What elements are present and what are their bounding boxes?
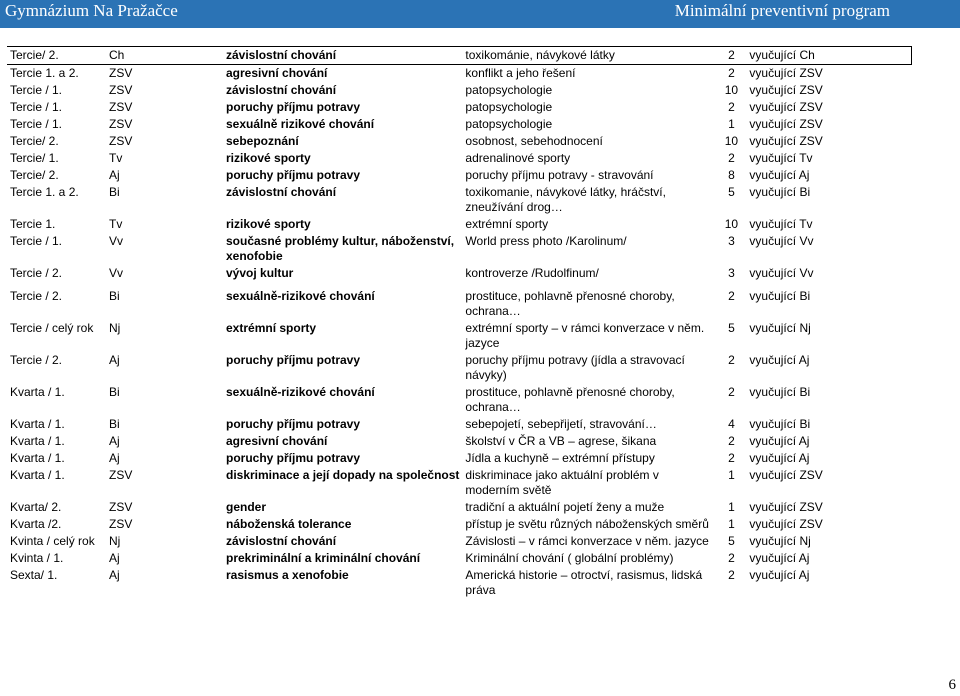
topic-cell: závislostní chování bbox=[223, 47, 462, 65]
class-cell: Tercie / 2. bbox=[10, 266, 63, 280]
hours-cell: 2 bbox=[728, 289, 735, 303]
responsible-cell: vyučující Bi bbox=[749, 185, 811, 199]
class-cell: Kvarta / 1. bbox=[10, 468, 65, 482]
responsible-cell: vyučující Bi bbox=[749, 417, 811, 431]
table-row bbox=[7, 184, 911, 216]
theme-cell: Jídla a kuchyně – extrémní přístupy bbox=[465, 451, 655, 465]
topic-cell: diskriminace a její dopady na společnost bbox=[226, 468, 460, 482]
topic-cell: gender bbox=[226, 500, 267, 514]
theme-cell: přístup je světu různých náboženských směrů bbox=[465, 517, 709, 531]
subject-cell: Vv bbox=[109, 266, 124, 280]
class-cell: Tercie/ 2. bbox=[7, 47, 106, 65]
table-row bbox=[7, 450, 911, 467]
table-row bbox=[7, 167, 911, 184]
class-cell: Kvarta / 1. bbox=[10, 385, 65, 399]
topic-cell: poruchy příjmu potravy bbox=[226, 417, 361, 431]
hours-cell: 3 bbox=[728, 234, 735, 248]
hours-cell: 1 bbox=[728, 517, 735, 531]
topic-cell: poruchy příjmu potravy bbox=[226, 100, 361, 114]
responsible-cell: vyučující ZSV bbox=[749, 517, 823, 531]
theme-cell: World press photo /Karolinum/ bbox=[465, 234, 627, 248]
topic-cell: současné problémy kultur, náboženství, xenofobie bbox=[226, 234, 455, 263]
table-row bbox=[7, 533, 911, 550]
hours-cell: 2 bbox=[728, 451, 735, 465]
topic-cell: agresivní chování bbox=[226, 66, 328, 80]
topic-cell: sexuálně-rizikové chování bbox=[226, 289, 375, 303]
class-cell: Tercie / 1. bbox=[10, 234, 63, 248]
responsible-cell: vyučující Bi bbox=[749, 385, 811, 399]
subject-cell: ZSV bbox=[109, 100, 133, 114]
responsible-cell: vyučující Aj bbox=[749, 551, 810, 565]
hours-cell: 1 bbox=[728, 500, 735, 514]
table-row bbox=[7, 133, 911, 150]
subject-cell: Nj bbox=[109, 534, 121, 548]
hours-cell: 4 bbox=[728, 417, 735, 431]
responsible-cell: vyučující Nj bbox=[749, 534, 811, 548]
class-cell: Tercie / celý rok bbox=[10, 321, 94, 335]
theme-cell: Závislosti – v rámci konverzace v něm. jazyce bbox=[465, 534, 709, 548]
subject-cell: ZSV bbox=[109, 83, 133, 97]
subject-cell: Aj bbox=[109, 434, 120, 448]
topic-cell: poruchy příjmu potravy bbox=[226, 168, 361, 182]
subject-cell: ZSV bbox=[109, 517, 133, 531]
class-cell: Tercie 1. a 2. bbox=[10, 66, 79, 80]
table-row bbox=[7, 47, 911, 65]
subject-cell: Tv bbox=[109, 151, 123, 165]
subject-cell: ZSV bbox=[109, 134, 133, 148]
responsible-cell: vyučující Ch bbox=[746, 47, 911, 65]
hours-cell: 2 bbox=[728, 568, 735, 582]
responsible-cell: vyučující ZSV bbox=[749, 134, 823, 148]
responsible-cell: vyučující ZSV bbox=[749, 100, 823, 114]
responsible-cell: vyučující ZSV bbox=[749, 83, 823, 97]
theme-cell: extrémní sporty bbox=[465, 217, 549, 231]
table-row bbox=[7, 233, 911, 265]
theme-cell: patopsychologie bbox=[465, 83, 553, 97]
class-cell: Kvarta/ 2. bbox=[10, 500, 62, 514]
table-row bbox=[7, 516, 911, 533]
hours-cell: 1 bbox=[728, 117, 735, 131]
responsible-cell: vyučující ZSV bbox=[749, 468, 823, 482]
table-row bbox=[7, 99, 911, 116]
hours-cell: 5 bbox=[728, 185, 735, 199]
subject-cell: Aj bbox=[109, 551, 120, 565]
subject-cell: ZSV bbox=[109, 468, 133, 482]
responsible-cell: vyučující ZSV bbox=[749, 500, 823, 514]
topic-cell: rasismus a xenofobie bbox=[226, 568, 349, 582]
responsible-cell: vyučující Tv bbox=[749, 217, 813, 231]
hours-cell: 5 bbox=[728, 534, 735, 548]
prevention-program-table bbox=[7, 46, 912, 599]
theme-cell: tradiční a aktuální pojetí ženy a muže bbox=[465, 500, 665, 514]
class-cell: Tercie/ 1. bbox=[10, 151, 59, 165]
table-row bbox=[7, 116, 911, 133]
topic-cell: závislostní chování bbox=[226, 83, 337, 97]
responsible-cell: vyučující Bi bbox=[749, 289, 811, 303]
hours-cell: 2 bbox=[728, 551, 735, 565]
subject-cell: Aj bbox=[109, 568, 120, 582]
hours-cell: 2 bbox=[728, 100, 735, 114]
class-cell: Tercie / 1. bbox=[10, 117, 63, 131]
table-row bbox=[7, 384, 911, 416]
theme-cell: poruchy příjmu potravy (jídla a stravovací návyky) bbox=[465, 353, 685, 382]
responsible-cell: vyučující Nj bbox=[749, 321, 811, 335]
topic-cell: závislostní chování bbox=[226, 185, 337, 199]
topic-cell: náboženská tolerance bbox=[226, 517, 352, 531]
responsible-cell: vyučující ZSV bbox=[749, 66, 823, 80]
subject-cell: Aj bbox=[109, 451, 120, 465]
subject-cell: Bi bbox=[109, 185, 120, 199]
table-row bbox=[7, 499, 911, 516]
table-row bbox=[7, 65, 911, 83]
theme-cell: prostituce, pohlavně přenosné choroby, ochrana… bbox=[465, 385, 675, 414]
topic-cell: extrémní sporty bbox=[226, 321, 317, 335]
subject-cell: Bi bbox=[109, 417, 120, 431]
subject-cell: Aj bbox=[109, 168, 120, 182]
subject-cell: Bi bbox=[109, 385, 120, 399]
topic-cell: agresivní chování bbox=[226, 434, 328, 448]
table-row bbox=[7, 82, 911, 99]
document-title: Minimální preventivní program bbox=[674, 1, 890, 20]
class-cell: Kvinta / celý rok bbox=[10, 534, 95, 548]
school-name: Gymnázium Na Pražačce bbox=[5, 1, 178, 20]
table-row bbox=[7, 467, 911, 499]
class-cell: Sexta/ 1. bbox=[10, 568, 58, 582]
class-cell: Tercie / 2. bbox=[10, 353, 63, 367]
class-cell: Tercie / 1. bbox=[10, 83, 63, 97]
theme-cell: extrémní sporty – v rámci konverzace v něm. jazyce bbox=[465, 321, 705, 350]
topic-cell: závislostní chování bbox=[226, 534, 337, 548]
table-row bbox=[7, 416, 911, 433]
hours-cell: 2 bbox=[728, 434, 735, 448]
responsible-cell: vyučující Aj bbox=[749, 434, 810, 448]
class-cell: Tercie / 1. bbox=[10, 100, 63, 114]
topic-cell: sebepoznání bbox=[226, 134, 299, 148]
subject-cell: Ch bbox=[106, 47, 223, 65]
subject-cell: Bi bbox=[109, 289, 120, 303]
theme-cell: osobnost, sebehodnocení bbox=[465, 134, 603, 148]
page-header bbox=[0, 0, 960, 28]
responsible-cell: vyučující Aj bbox=[749, 451, 810, 465]
subject-cell: Nj bbox=[109, 321, 121, 335]
subject-cell: Tv bbox=[109, 217, 123, 231]
theme-cell: školství v ČR a VB – agrese, šikana bbox=[465, 434, 657, 448]
subject-cell: Aj bbox=[109, 353, 120, 367]
hours-cell: 10 bbox=[724, 217, 739, 231]
topic-cell: sexuálně-rizikové chování bbox=[226, 385, 375, 399]
hours-cell: 2 bbox=[728, 353, 735, 367]
topic-cell: rizikové sporty bbox=[226, 151, 311, 165]
responsible-cell: vyučující Vv bbox=[749, 266, 814, 280]
class-cell: Tercie/ 2. bbox=[10, 134, 59, 148]
topic-cell: sexuálně rizikové chování bbox=[226, 117, 375, 131]
topic-cell: vývoj kultur bbox=[226, 266, 294, 280]
table-row bbox=[7, 216, 911, 233]
hours-cell: 5 bbox=[728, 321, 735, 335]
class-cell: Kvarta / 1. bbox=[10, 451, 65, 465]
table-row bbox=[7, 288, 911, 320]
topic-cell: rizikové sporty bbox=[226, 217, 311, 231]
hours-cell: 10 bbox=[724, 134, 739, 148]
table-row bbox=[7, 320, 911, 352]
class-cell: Tercie/ 2. bbox=[10, 168, 59, 182]
topic-cell: poruchy příjmu potravy bbox=[226, 353, 361, 367]
hours-cell: 2 bbox=[728, 385, 735, 399]
responsible-cell: vyučující Aj bbox=[749, 353, 810, 367]
responsible-cell: vyučující Aj bbox=[749, 568, 810, 582]
theme-cell: patopsychologie bbox=[465, 100, 553, 114]
responsible-cell: vyučující Vv bbox=[749, 234, 814, 248]
responsible-cell: vyučující ZSV bbox=[749, 117, 823, 131]
theme-cell: patopsychologie bbox=[465, 117, 553, 131]
theme-cell: diskriminace jako aktuální problém v moderním světě bbox=[465, 468, 659, 497]
class-cell: Tercie / 2. bbox=[10, 289, 63, 303]
table-row bbox=[7, 150, 911, 167]
class-cell: Tercie 1. a 2. bbox=[10, 185, 79, 199]
theme-cell: prostituce, pohlavně přenosné choroby, ochrana… bbox=[465, 289, 675, 318]
hours-cell: 2 bbox=[728, 151, 735, 165]
topic-cell: poruchy příjmu potravy bbox=[226, 451, 361, 465]
theme-cell: poruchy příjmu potravy - stravování bbox=[465, 168, 654, 182]
page-number: 6 bbox=[948, 677, 956, 693]
subject-cell: Vv bbox=[109, 234, 124, 248]
hours-cell: 3 bbox=[728, 266, 735, 280]
hours-cell: 1 bbox=[728, 468, 735, 482]
table-row bbox=[7, 352, 911, 384]
table-row bbox=[7, 567, 911, 599]
class-cell: Kvarta /2. bbox=[10, 517, 62, 531]
hours-cell: 2 bbox=[728, 66, 735, 80]
table-row bbox=[7, 550, 911, 567]
theme-cell: sebepojetí, sebepřijetí, stravování… bbox=[465, 417, 657, 431]
theme-cell: toxikománie, návykové látky bbox=[462, 47, 716, 65]
class-cell: Kvinta / 1. bbox=[10, 551, 64, 565]
theme-cell: adrenalinové sporty bbox=[465, 151, 571, 165]
theme-cell: konflikt a jeho řešení bbox=[465, 66, 576, 80]
hours-cell: 10 bbox=[724, 83, 739, 97]
class-cell: Kvarta / 1. bbox=[10, 434, 65, 448]
responsible-cell: vyučující Aj bbox=[749, 168, 810, 182]
subject-cell: ZSV bbox=[109, 500, 133, 514]
table-row bbox=[7, 433, 911, 450]
responsible-cell: vyučující Tv bbox=[749, 151, 813, 165]
topic-cell: prekriminální a kriminální chování bbox=[226, 551, 421, 565]
theme-cell: kontroverze /Rudolfinum/ bbox=[465, 266, 599, 280]
subject-cell: ZSV bbox=[109, 117, 133, 131]
hours-cell: 2 bbox=[716, 47, 746, 65]
class-cell: Kvarta / 1. bbox=[10, 417, 65, 431]
subject-cell: ZSV bbox=[109, 66, 133, 80]
class-cell: Tercie 1. bbox=[10, 217, 56, 231]
theme-cell: Kriminální chování ( globální problémy) bbox=[465, 551, 674, 565]
theme-cell: Americká historie – otroctví, rasismus, lidská práva bbox=[465, 568, 703, 597]
hours-cell: 8 bbox=[728, 168, 735, 182]
theme-cell: toxikomanie, návykové látky, hráčství, zneužívání drog… bbox=[465, 185, 666, 214]
table-row bbox=[7, 265, 911, 282]
